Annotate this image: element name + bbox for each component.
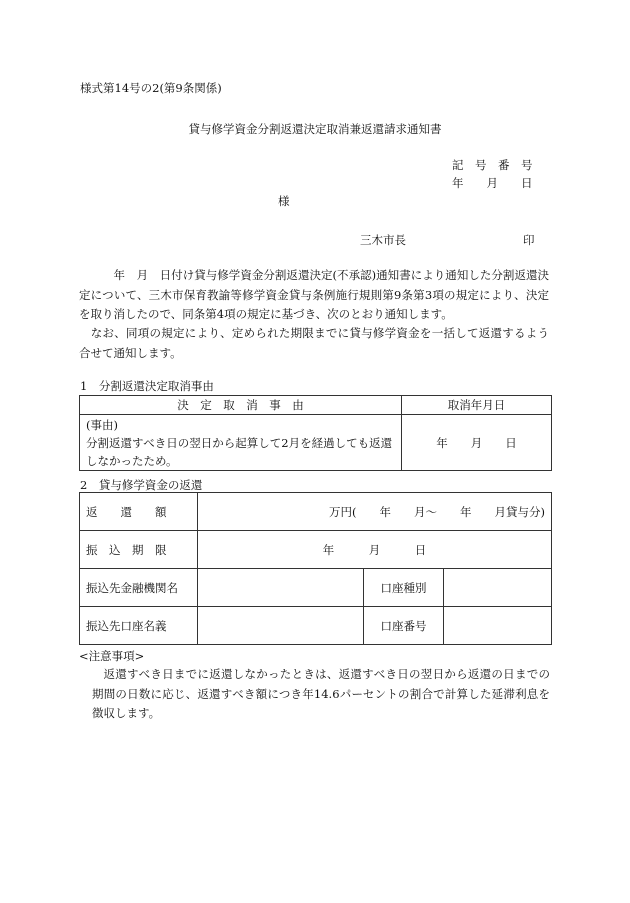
account-number-value (444, 607, 552, 645)
issuer-name: 三木市長 (360, 233, 406, 247)
col-header-reason: 決 定 取 消 事 由 (80, 396, 402, 415)
reference-number-line: 記 号 番 号 (452, 158, 533, 172)
section1-heading: 1 分割返還決定取消事由 (80, 379, 214, 393)
account-type-label: 口座種別 (364, 569, 444, 607)
deadline-value: 年 月 日 (198, 531, 552, 569)
account-number-label: 口座番号 (364, 607, 444, 645)
reason-cell (80, 415, 402, 471)
section2-table (79, 492, 552, 645)
deadline-label: 振 込 期 限 (80, 531, 198, 569)
notes-heading: <注意事項> (79, 649, 145, 663)
bank-name-label: 振込先金融機関名 (80, 569, 198, 607)
notes-text: 返還すべき日までに返還しなかったときは、返還すべき日の翌日から返還の日までの期間の日数に応じ、返還すべき額につき年14.6パーセントの割合で計算した延滞利息を徴収します。 (92, 667, 550, 720)
account-holder-label: 振込先口座名義 (80, 607, 198, 645)
reason-label: (事由) (86, 417, 118, 432)
amount-value: 万円( 年 月～ 年 月貸与分) (198, 493, 552, 531)
reason-text: 分割返還すべき日の翌日から起算して2月を経過しても返還しなかったため。 (86, 435, 393, 468)
col-header-cancel-date: 取消年月日 (402, 396, 552, 415)
form-id: 様式第14号の2(第9条関係) (80, 81, 222, 95)
section1-table (79, 395, 552, 471)
body-paragraph-2: なお、同項の規定により、定められた期限までに貸与修学資金を一括して返還するよう合せて通知します。 (79, 326, 549, 360)
addressee-suffix: 様 (278, 194, 290, 208)
body-paragraph-1: 年 月 日付け貸与修学資金分割返還決定(不承認)通知書により通知した分割返還決定について、三木市保育教諭等修学資金貸与条例施行規則第9条第3項の規定により、決定を取り消したので、同条第4項の規定に基づき、次のとおり通知します。 (79, 268, 549, 321)
document-title: 貸与修学資金分割返還決定取消兼返還請求通知書 (188, 122, 442, 136)
seal-mark: 印 (523, 233, 535, 247)
section2-heading: 2 貸与修学資金の返還 (80, 478, 203, 492)
account-type-value (444, 569, 552, 607)
amount-label: 返 還 額 (80, 493, 198, 531)
issue-date-line: 年 月 日 (452, 176, 533, 190)
account-holder-value (198, 607, 364, 645)
bank-name-value (198, 569, 364, 607)
cancel-date-cell: 年 月 日 (402, 415, 552, 471)
